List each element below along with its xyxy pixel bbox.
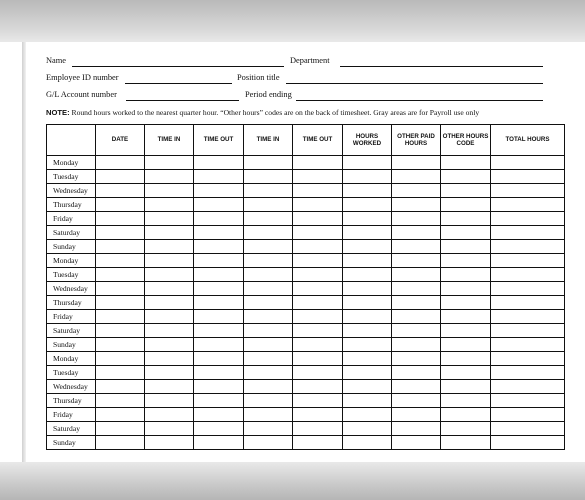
table-row bbox=[47, 324, 565, 338]
time-in-2-cell[interactable] bbox=[244, 240, 293, 254]
date-cell[interactable] bbox=[96, 198, 145, 212]
date-cell[interactable] bbox=[96, 184, 145, 198]
day-label: Sunday bbox=[47, 240, 96, 254]
gl-account-field[interactable] bbox=[126, 100, 239, 101]
date-cell[interactable] bbox=[96, 394, 145, 408]
time-in-1-cell[interactable] bbox=[145, 240, 194, 254]
name-label: Name bbox=[46, 56, 66, 65]
time-out-1-cell[interactable] bbox=[194, 338, 244, 352]
day-label: Wednesday bbox=[47, 184, 96, 198]
time-in-2-cell[interactable] bbox=[244, 338, 293, 352]
other-hours-code-cell[interactable] bbox=[441, 338, 491, 352]
date-cell[interactable] bbox=[96, 212, 145, 226]
time-out-2-cell[interactable] bbox=[293, 366, 343, 380]
table-row bbox=[47, 156, 565, 170]
day-label: Friday bbox=[47, 408, 96, 422]
day-label: Thursday bbox=[47, 296, 96, 310]
table-row bbox=[47, 352, 565, 366]
other-hours-code-cell[interactable] bbox=[441, 422, 491, 436]
table-row bbox=[47, 296, 565, 310]
time-out-1-cell[interactable] bbox=[194, 184, 244, 198]
header-time-out-2: TIME OUT bbox=[293, 125, 343, 156]
date-cell[interactable] bbox=[96, 254, 145, 268]
table-row bbox=[47, 366, 565, 380]
other-hours-code-cell[interactable] bbox=[441, 198, 491, 212]
other-paid-hours-cell[interactable] bbox=[392, 338, 441, 352]
time-in-2-cell[interactable] bbox=[244, 198, 293, 212]
time-in-1-cell[interactable] bbox=[145, 436, 194, 450]
hours-worked-cell[interactable] bbox=[343, 310, 392, 324]
employee-id-field[interactable] bbox=[125, 83, 232, 84]
date-cell[interactable] bbox=[96, 268, 145, 282]
other-hours-code-cell[interactable] bbox=[441, 324, 491, 338]
note-body: Round hours worked to the nearest quarter hour. “Other hours” codes are on the back of timesheet. Gray areas are for Payroll use only bbox=[69, 108, 480, 117]
other-paid-hours-cell[interactable] bbox=[392, 170, 441, 184]
time-in-1-cell[interactable] bbox=[145, 394, 194, 408]
other-paid-hours-cell[interactable] bbox=[392, 254, 441, 268]
day-label: Sunday bbox=[47, 338, 96, 352]
time-in-1-cell[interactable] bbox=[145, 156, 194, 170]
time-out-1-cell[interactable] bbox=[194, 170, 244, 184]
other-hours-code-cell[interactable] bbox=[441, 212, 491, 226]
hours-worked-cell[interactable] bbox=[343, 198, 392, 212]
time-out-2-cell[interactable] bbox=[293, 254, 343, 268]
time-in-2-cell[interactable] bbox=[244, 436, 293, 450]
total-hours-cell[interactable] bbox=[491, 366, 565, 380]
total-hours-cell[interactable] bbox=[491, 240, 565, 254]
time-out-1-cell[interactable] bbox=[194, 296, 244, 310]
hours-worked-cell[interactable] bbox=[343, 212, 392, 226]
viewer-top-frame bbox=[0, 0, 585, 42]
time-in-2-cell[interactable] bbox=[244, 212, 293, 226]
date-cell[interactable] bbox=[96, 436, 145, 450]
table-row bbox=[47, 380, 565, 394]
other-hours-code-cell[interactable] bbox=[441, 156, 491, 170]
time-out-1-cell[interactable] bbox=[194, 422, 244, 436]
total-hours-cell[interactable] bbox=[491, 422, 565, 436]
time-out-2-cell[interactable] bbox=[293, 226, 343, 240]
table-row bbox=[47, 310, 565, 324]
table-row bbox=[47, 422, 565, 436]
department-label: Department bbox=[290, 56, 330, 65]
hours-worked-cell[interactable] bbox=[343, 408, 392, 422]
name-field[interactable] bbox=[72, 66, 284, 67]
other-hours-code-cell[interactable] bbox=[441, 268, 491, 282]
time-out-2-cell[interactable] bbox=[293, 324, 343, 338]
total-hours-cell[interactable] bbox=[491, 226, 565, 240]
other-paid-hours-cell[interactable] bbox=[392, 394, 441, 408]
other-paid-hours-cell[interactable] bbox=[392, 366, 441, 380]
day-label: Friday bbox=[47, 310, 96, 324]
day-label: Wednesday bbox=[47, 380, 96, 394]
date-cell[interactable] bbox=[96, 366, 145, 380]
other-hours-code-cell[interactable] bbox=[441, 282, 491, 296]
table-row bbox=[47, 184, 565, 198]
time-out-2-cell[interactable] bbox=[293, 394, 343, 408]
header-time-out-1: TIME OUT bbox=[194, 125, 244, 156]
table-row bbox=[47, 226, 565, 240]
header-day bbox=[47, 125, 96, 156]
position-title-label: Position title bbox=[237, 73, 280, 82]
day-label: Saturday bbox=[47, 324, 96, 338]
time-out-1-cell[interactable] bbox=[194, 254, 244, 268]
date-cell[interactable] bbox=[96, 422, 145, 436]
time-in-2-cell[interactable] bbox=[244, 380, 293, 394]
other-hours-code-cell[interactable] bbox=[441, 310, 491, 324]
time-in-1-cell[interactable] bbox=[145, 324, 194, 338]
time-out-1-cell[interactable] bbox=[194, 156, 244, 170]
other-hours-code-cell[interactable] bbox=[441, 240, 491, 254]
time-in-2-cell[interactable] bbox=[244, 324, 293, 338]
time-in-1-cell[interactable] bbox=[145, 170, 194, 184]
hours-worked-cell[interactable] bbox=[343, 422, 392, 436]
day-label: Wednesday bbox=[47, 282, 96, 296]
hours-worked-cell[interactable] bbox=[343, 324, 392, 338]
date-cell[interactable] bbox=[96, 226, 145, 240]
other-hours-code-cell[interactable] bbox=[441, 352, 491, 366]
date-cell[interactable] bbox=[96, 282, 145, 296]
time-in-1-cell[interactable] bbox=[145, 408, 194, 422]
time-in-1-cell[interactable] bbox=[145, 198, 194, 212]
timesheet-page bbox=[26, 42, 585, 462]
table-row bbox=[47, 240, 565, 254]
header-time-in-2: TIME IN bbox=[244, 125, 293, 156]
time-out-2-cell[interactable] bbox=[293, 198, 343, 212]
other-paid-hours-cell[interactable] bbox=[392, 240, 441, 254]
time-in-1-cell[interactable] bbox=[145, 282, 194, 296]
total-hours-cell[interactable] bbox=[491, 184, 565, 198]
header-hours-worked: HOURS WORKED bbox=[343, 125, 392, 156]
other-hours-code-cell[interactable] bbox=[441, 226, 491, 240]
table-row bbox=[47, 338, 565, 352]
other-hours-code-cell[interactable] bbox=[441, 380, 491, 394]
date-cell[interactable] bbox=[96, 240, 145, 254]
time-out-2-cell[interactable] bbox=[293, 282, 343, 296]
table-row bbox=[47, 282, 565, 296]
other-paid-hours-cell[interactable] bbox=[392, 226, 441, 240]
time-in-1-cell[interactable] bbox=[145, 254, 194, 268]
period-ending-label: Period ending bbox=[245, 90, 292, 99]
other-hours-code-cell[interactable] bbox=[441, 366, 491, 380]
time-in-2-cell[interactable] bbox=[244, 352, 293, 366]
day-label: Monday bbox=[47, 156, 96, 170]
hours-worked-cell[interactable] bbox=[343, 436, 392, 450]
date-cell[interactable] bbox=[96, 296, 145, 310]
other-hours-code-cell[interactable] bbox=[441, 296, 491, 310]
time-out-1-cell[interactable] bbox=[194, 366, 244, 380]
note-text bbox=[46, 108, 479, 117]
total-hours-cell[interactable] bbox=[491, 254, 565, 268]
total-hours-cell[interactable] bbox=[491, 352, 565, 366]
total-hours-cell[interactable] bbox=[491, 394, 565, 408]
time-out-2-cell[interactable] bbox=[293, 310, 343, 324]
gl-account-label: G/L Account number bbox=[46, 90, 117, 99]
time-out-2-cell[interactable] bbox=[293, 422, 343, 436]
time-in-2-cell[interactable] bbox=[244, 156, 293, 170]
hours-worked-cell[interactable] bbox=[343, 380, 392, 394]
time-out-1-cell[interactable] bbox=[194, 352, 244, 366]
time-out-2-cell[interactable] bbox=[293, 184, 343, 198]
hours-worked-cell[interactable] bbox=[343, 338, 392, 352]
date-cell[interactable] bbox=[96, 380, 145, 394]
day-label: Thursday bbox=[47, 394, 96, 408]
time-out-2-cell[interactable] bbox=[293, 170, 343, 184]
time-in-2-cell[interactable] bbox=[244, 268, 293, 282]
header-other-hours-code: OTHER HOURS CODE bbox=[441, 125, 491, 156]
time-out-2-cell[interactable] bbox=[293, 156, 343, 170]
time-out-2-cell[interactable] bbox=[293, 436, 343, 450]
time-out-1-cell[interactable] bbox=[194, 436, 244, 450]
viewer-bottom-frame bbox=[0, 462, 585, 500]
hours-worked-cell[interactable] bbox=[343, 282, 392, 296]
time-out-2-cell[interactable] bbox=[293, 296, 343, 310]
timesheet-body bbox=[47, 156, 565, 450]
period-ending-field[interactable] bbox=[296, 100, 543, 101]
time-out-2-cell[interactable] bbox=[293, 338, 343, 352]
hours-worked-cell[interactable] bbox=[343, 170, 392, 184]
day-label: Tuesday bbox=[47, 268, 96, 282]
other-hours-code-cell[interactable] bbox=[441, 436, 491, 450]
time-out-1-cell[interactable] bbox=[194, 310, 244, 324]
time-out-2-cell[interactable] bbox=[293, 408, 343, 422]
hours-worked-cell[interactable] bbox=[343, 268, 392, 282]
day-label: Tuesday bbox=[47, 170, 96, 184]
department-field[interactable] bbox=[340, 66, 543, 67]
total-hours-cell[interactable] bbox=[491, 380, 565, 394]
hours-worked-cell[interactable] bbox=[343, 352, 392, 366]
table-row bbox=[47, 408, 565, 422]
time-out-2-cell[interactable] bbox=[293, 212, 343, 226]
total-hours-cell[interactable] bbox=[491, 268, 565, 282]
hours-worked-cell[interactable] bbox=[343, 394, 392, 408]
total-hours-cell[interactable] bbox=[491, 324, 565, 338]
header-time-in-1: TIME IN bbox=[145, 125, 194, 156]
day-label: Thursday bbox=[47, 198, 96, 212]
other-paid-hours-cell[interactable] bbox=[392, 282, 441, 296]
other-paid-hours-cell[interactable] bbox=[392, 198, 441, 212]
total-hours-cell[interactable] bbox=[491, 338, 565, 352]
other-hours-code-cell[interactable] bbox=[441, 254, 491, 268]
time-in-1-cell[interactable] bbox=[145, 310, 194, 324]
time-out-1-cell[interactable] bbox=[194, 394, 244, 408]
total-hours-cell[interactable] bbox=[491, 436, 565, 450]
other-paid-hours-cell[interactable] bbox=[392, 324, 441, 338]
header-date: DATE bbox=[96, 125, 145, 156]
other-paid-hours-cell[interactable] bbox=[392, 352, 441, 366]
time-in-2-cell[interactable] bbox=[244, 408, 293, 422]
date-cell[interactable] bbox=[96, 156, 145, 170]
date-cell[interactable] bbox=[96, 352, 145, 366]
time-out-1-cell[interactable] bbox=[194, 212, 244, 226]
time-in-2-cell[interactable] bbox=[244, 254, 293, 268]
time-in-2-cell[interactable] bbox=[244, 394, 293, 408]
time-out-1-cell[interactable] bbox=[194, 240, 244, 254]
time-in-1-cell[interactable] bbox=[145, 296, 194, 310]
time-out-1-cell[interactable] bbox=[194, 324, 244, 338]
time-in-1-cell[interactable] bbox=[145, 422, 194, 436]
date-cell[interactable] bbox=[96, 324, 145, 338]
day-label: Friday bbox=[47, 212, 96, 226]
header-row bbox=[47, 125, 565, 156]
employee-id-label: Employee ID number bbox=[46, 73, 119, 82]
time-in-2-cell[interactable] bbox=[244, 184, 293, 198]
hours-worked-cell[interactable] bbox=[343, 226, 392, 240]
table-row bbox=[47, 394, 565, 408]
note-label: NOTE: bbox=[46, 108, 70, 117]
total-hours-cell[interactable] bbox=[491, 198, 565, 212]
other-paid-hours-cell[interactable] bbox=[392, 380, 441, 394]
day-label: Tuesday bbox=[47, 366, 96, 380]
table-row bbox=[47, 436, 565, 450]
time-out-1-cell[interactable] bbox=[194, 226, 244, 240]
other-paid-hours-cell[interactable] bbox=[392, 436, 441, 450]
time-out-2-cell[interactable] bbox=[293, 240, 343, 254]
time-out-1-cell[interactable] bbox=[194, 282, 244, 296]
total-hours-cell[interactable] bbox=[491, 310, 565, 324]
hours-worked-cell[interactable] bbox=[343, 254, 392, 268]
other-paid-hours-cell[interactable] bbox=[392, 156, 441, 170]
total-hours-cell[interactable] bbox=[491, 282, 565, 296]
other-paid-hours-cell[interactable] bbox=[392, 422, 441, 436]
time-out-1-cell[interactable] bbox=[194, 380, 244, 394]
header-other-paid-hours: OTHER PAID HOURS bbox=[392, 125, 441, 156]
position-title-field[interactable] bbox=[286, 83, 543, 84]
hours-worked-cell[interactable] bbox=[343, 184, 392, 198]
other-paid-hours-cell[interactable] bbox=[392, 296, 441, 310]
time-out-1-cell[interactable] bbox=[194, 268, 244, 282]
day-label: Saturday bbox=[47, 422, 96, 436]
total-hours-cell[interactable] bbox=[491, 170, 565, 184]
other-hours-code-cell[interactable] bbox=[441, 170, 491, 184]
other-paid-hours-cell[interactable] bbox=[392, 268, 441, 282]
table-row bbox=[47, 170, 565, 184]
time-in-1-cell[interactable] bbox=[145, 380, 194, 394]
date-cell[interactable] bbox=[96, 408, 145, 422]
time-in-2-cell[interactable] bbox=[244, 170, 293, 184]
time-in-1-cell[interactable] bbox=[145, 338, 194, 352]
time-in-1-cell[interactable] bbox=[145, 366, 194, 380]
total-hours-cell[interactable] bbox=[491, 408, 565, 422]
other-hours-code-cell[interactable] bbox=[441, 394, 491, 408]
time-out-2-cell[interactable] bbox=[293, 268, 343, 282]
other-paid-hours-cell[interactable] bbox=[392, 310, 441, 324]
time-in-2-cell[interactable] bbox=[244, 226, 293, 240]
table-row bbox=[47, 268, 565, 282]
hours-worked-cell[interactable] bbox=[343, 366, 392, 380]
time-in-1-cell[interactable] bbox=[145, 226, 194, 240]
other-hours-code-cell[interactable] bbox=[441, 408, 491, 422]
table-row bbox=[47, 198, 565, 212]
day-label: Monday bbox=[47, 254, 96, 268]
hours-worked-cell[interactable] bbox=[343, 296, 392, 310]
time-out-2-cell[interactable] bbox=[293, 352, 343, 366]
date-cell[interactable] bbox=[96, 338, 145, 352]
table-row bbox=[47, 212, 565, 226]
total-hours-cell[interactable] bbox=[491, 296, 565, 310]
total-hours-cell[interactable] bbox=[491, 156, 565, 170]
timesheet-table bbox=[46, 124, 565, 450]
other-paid-hours-cell[interactable] bbox=[392, 408, 441, 422]
time-in-2-cell[interactable] bbox=[244, 282, 293, 296]
hours-worked-cell[interactable] bbox=[343, 156, 392, 170]
time-out-1-cell[interactable] bbox=[194, 408, 244, 422]
time-in-1-cell[interactable] bbox=[145, 268, 194, 282]
total-hours-cell[interactable] bbox=[491, 212, 565, 226]
header-total-hours: TOTAL HOURS bbox=[491, 125, 565, 156]
time-in-1-cell[interactable] bbox=[145, 212, 194, 226]
time-in-2-cell[interactable] bbox=[244, 422, 293, 436]
date-cell[interactable] bbox=[96, 310, 145, 324]
time-in-2-cell[interactable] bbox=[244, 366, 293, 380]
date-cell[interactable] bbox=[96, 170, 145, 184]
day-label: Sunday bbox=[47, 436, 96, 450]
day-label: Saturday bbox=[47, 226, 96, 240]
other-paid-hours-cell[interactable] bbox=[392, 212, 441, 226]
time-in-2-cell[interactable] bbox=[244, 310, 293, 324]
time-out-2-cell[interactable] bbox=[293, 380, 343, 394]
time-in-2-cell[interactable] bbox=[244, 296, 293, 310]
other-paid-hours-cell[interactable] bbox=[392, 184, 441, 198]
other-hours-code-cell[interactable] bbox=[441, 184, 491, 198]
day-label: Monday bbox=[47, 352, 96, 366]
hours-worked-cell[interactable] bbox=[343, 240, 392, 254]
time-out-1-cell[interactable] bbox=[194, 198, 244, 212]
time-in-1-cell[interactable] bbox=[145, 352, 194, 366]
time-in-1-cell[interactable] bbox=[145, 184, 194, 198]
table-row bbox=[47, 254, 565, 268]
